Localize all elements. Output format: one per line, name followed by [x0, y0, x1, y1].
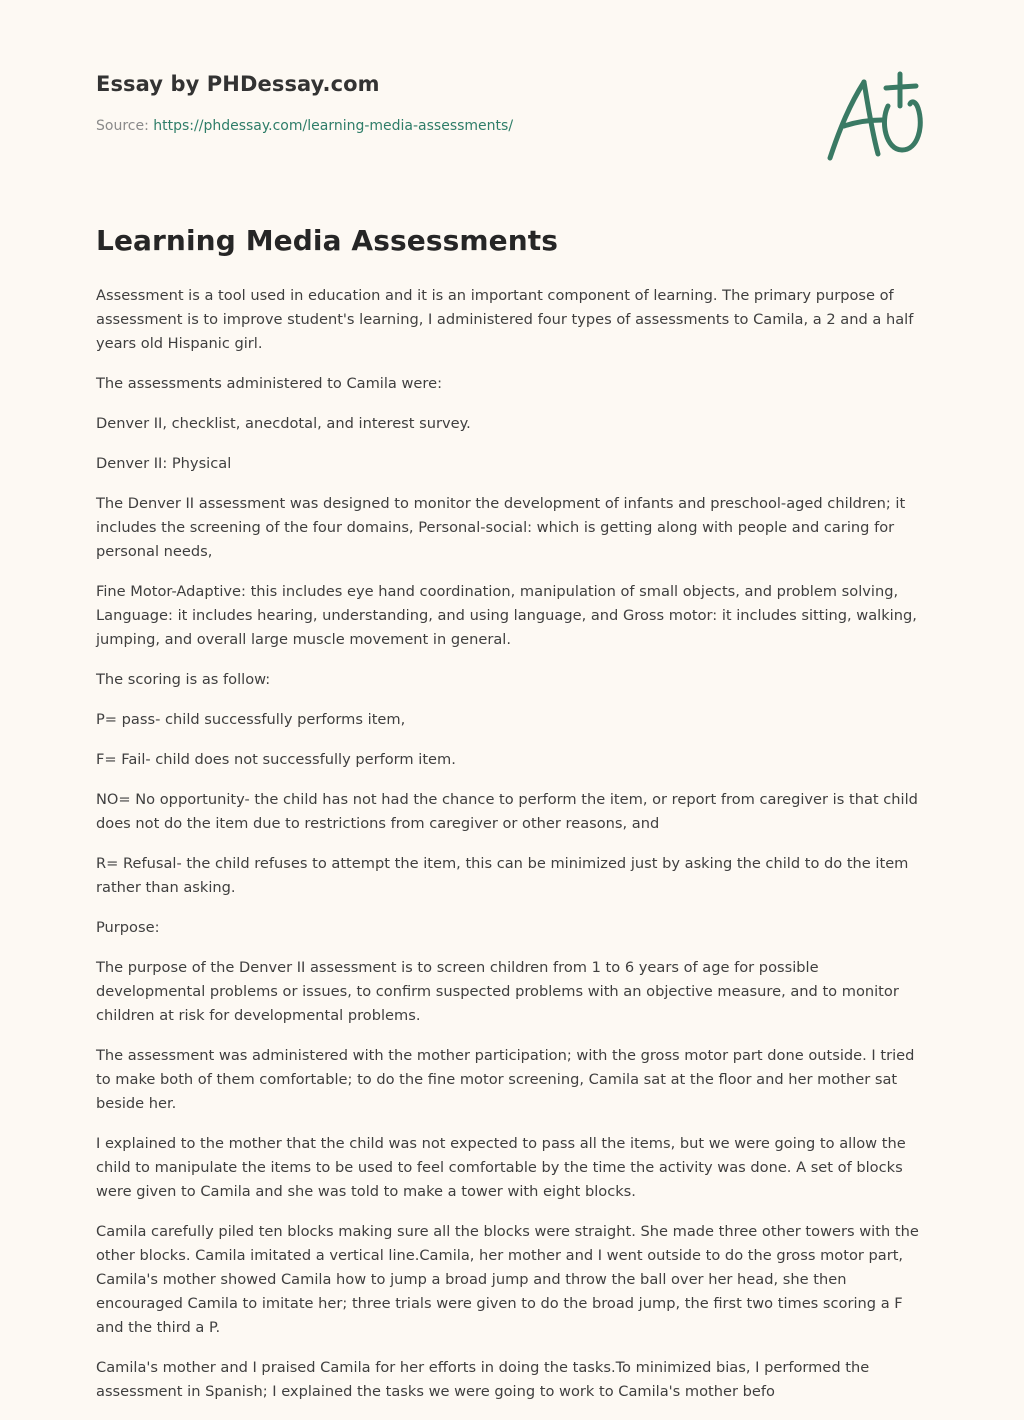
paragraph: The purpose of the Denver II assessment is to screen children from 1 to 6 years of age for possible developmental problems or issues, to confirm suspected problems with an objective measure, and to monitor children at risk for developmental problems. [96, 959, 899, 1024]
paragraph: F= Fail- child does not successfully perform item. [96, 751, 456, 768]
paragraph: The scoring is as follow: [96, 671, 271, 688]
paragraph: The assessments administered to Camila were: [96, 375, 442, 392]
source-line [96, 118, 796, 134]
paragraph: Denver II, checklist, anecdotal, and interest survey. [96, 415, 471, 432]
essay-body [96, 284, 926, 1420]
paragraph: Denver II: Physical [96, 455, 232, 472]
paragraph: The Denver II assessment was designed to monitor the development of infants and preschool-aged children; it includes the screening of the four domains, Personal-social: which is getting along with people and caring for personal needs, [96, 495, 906, 560]
source-label: Source: [96, 118, 154, 134]
document-title: Learning Media Assessments [96, 224, 559, 257]
site-title: Essay by PHDessay.com [96, 72, 380, 96]
paragraph: Assessment is a tool used in education and it is an important component of learning. The primary purpose of assessment is to improve student's learning, I administered four types of assessments to Camila, a 2 and a half years old Hispanic girl. [96, 287, 914, 352]
paragraph: Camila's mother and I praised Camila for her efforts in doing the tasks.To minimized bias, I performed the assessment in Spanish; I explained the tasks we were going to work to Camila's mother befo [96, 1359, 870, 1400]
paragraph: Camila carefully piled ten blocks making sure all the blocks were straight. She made three other towers with the other blocks. Camila imitated a vertical line.Camila, her mother and I went outside to do the gross motor part, Camila's mother showed Camila how to jump a broad jump and throw the ball over her head, she then encouraged Camila to imitate her; three trials were given to do the broad jump, the first two times scoring a F and the third a P. [96, 1223, 919, 1336]
paragraph: NO= No opportunity- the child has not had the chance to perform the item, or report from caregiver is that child does not do the item due to restrictions from caregiver or other reasons, and [96, 791, 918, 832]
paragraph: Purpose: [96, 919, 160, 936]
a-plus-logo-icon [820, 66, 930, 166]
paragraph: I explained to the mother that the child was not expected to pass all the items, but we were going to allow the child to manipulate the items to be used to feel comfortable by the time the activity was done. A set of blocks were given to Camila and she was told to make a tower with eight blocks. [96, 1135, 906, 1200]
page-header [96, 72, 796, 134]
paragraph: Fine Motor-Adaptive: this includes eye hand coordination, manipulation of small objects, and problem solving, Language: it includes hearing, understanding, and using language, and Gross motor: it includes sitting, walking, jumping, and overall large muscle movement in general. [96, 583, 917, 648]
paragraph: R= Refusal- the child refuses to attempt the item, this can be minimized just by asking the child to do the item rather than asking. [96, 855, 909, 896]
paragraph: P= pass- child successfully performs item, [96, 711, 406, 728]
paragraph: The assessment was administered with the mother participation; with the gross motor part done outside. I tried to make both of them comfortable; to do the fine motor screening, Camila sat at the floor and her mother sat beside her. [96, 1047, 915, 1112]
source-link[interactable]: https://phdessay.com/learning-media-assessments/ [153, 118, 514, 134]
